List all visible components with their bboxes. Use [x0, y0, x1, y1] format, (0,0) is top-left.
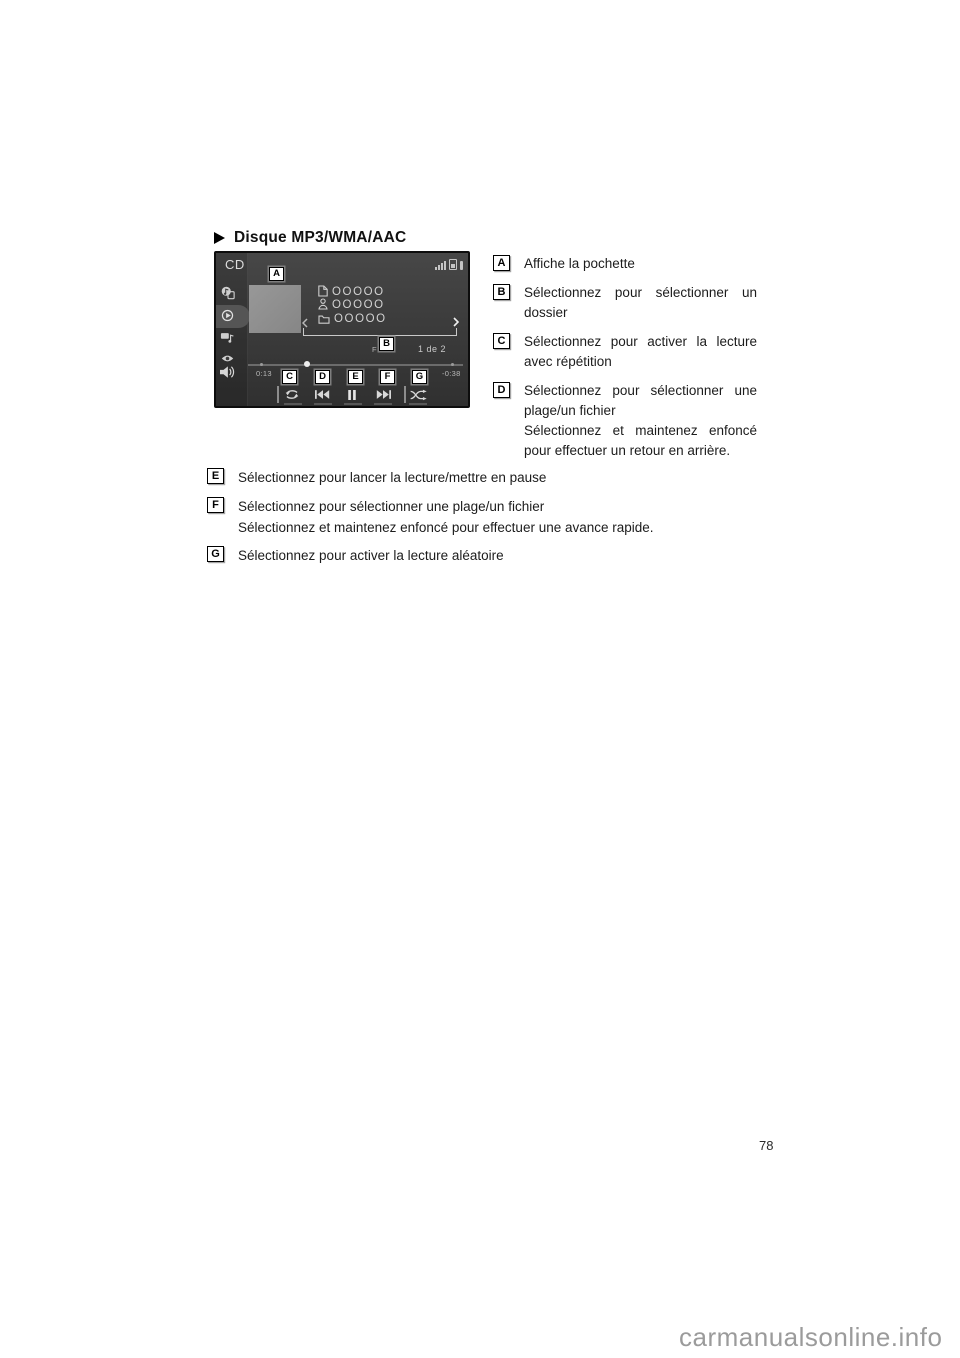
- status-icons: [435, 260, 463, 270]
- head-unit-screenshot: [214, 251, 470, 408]
- control-separator-right: [404, 386, 406, 403]
- folder-icon: [318, 311, 330, 329]
- section-marker-icon: [214, 232, 225, 244]
- control-separator-left: [277, 386, 279, 403]
- legend-text: Sélectionnez pour sélectionner une: [524, 383, 757, 398]
- shuffle-icon: [410, 388, 427, 401]
- track-position: 1 de 2: [418, 344, 447, 354]
- legend-text: Sélectionnez et maintenez enfoncé: [524, 423, 757, 438]
- control-reflection: [314, 403, 332, 405]
- battery-icon: [449, 259, 457, 270]
- legend-label-c: C: [493, 333, 510, 349]
- legend-text: Sélectionnez pour activer la lecture aléatoire: [238, 548, 504, 563]
- legend-text: Sélectionnez pour activer la lecture: [524, 334, 757, 349]
- legend-item-b: [493, 283, 757, 323]
- control-reflection: [284, 403, 302, 405]
- folder-select-bracket: [303, 328, 457, 336]
- artist-placeholder: OOOOO: [332, 298, 385, 312]
- legend-item-d: [493, 381, 757, 461]
- control-reflection: [409, 403, 427, 405]
- previous-track-icon: [314, 388, 330, 401]
- progress-knob: [304, 361, 310, 367]
- callout-a: A: [269, 267, 284, 281]
- legend-text: dossier: [524, 305, 568, 320]
- legend-label-g: G: [207, 546, 224, 562]
- progress-track: [248, 364, 463, 366]
- legend-label-d: D: [493, 382, 510, 398]
- next-track-icon: [376, 388, 392, 401]
- callout-f: F: [380, 370, 395, 384]
- pause-icon: [347, 388, 357, 401]
- legend-text: pour effectuer un retour en arrière.: [524, 443, 731, 458]
- callout-b: B: [379, 337, 394, 351]
- control-reflection: [374, 403, 392, 405]
- signal-bars-icon: [435, 261, 446, 270]
- folder-placeholder: OOOOO: [334, 312, 387, 326]
- control-reflection: [344, 403, 362, 405]
- legend-item-g: [207, 545, 504, 566]
- legend-text: Sélectionnez et maintenez enfoncé pour effectuer une avance rapide.: [238, 520, 654, 535]
- speaker-icon: [219, 365, 235, 384]
- track-title-placeholder: OOOOO: [332, 285, 385, 299]
- legend-item-f: [207, 496, 654, 538]
- play-circle-icon: [221, 309, 234, 327]
- repeat-icon: [284, 388, 300, 401]
- elapsed-time: 0:13: [256, 369, 272, 378]
- legend-label-b: B: [493, 284, 510, 300]
- legend-text: Sélectionnez pour lancer la lecture/mettre en pause: [238, 470, 547, 485]
- watermark: carmanualsonline.info: [679, 1322, 943, 1352]
- legend-text: avec répétition: [524, 354, 612, 369]
- legend-item-a: [493, 254, 757, 274]
- section-heading: [214, 229, 406, 247]
- legend-text: Affiche la pochette: [524, 256, 635, 271]
- callout-c: C: [282, 370, 297, 384]
- callout-d: D: [315, 370, 330, 384]
- folder-row: [318, 313, 387, 326]
- audio-source-icon: [221, 286, 235, 305]
- callout-e: E: [348, 370, 363, 384]
- now-playing-icon: [220, 330, 235, 349]
- track-title-row: [318, 286, 385, 299]
- section-title: Disque MP3/WMA/AAC: [234, 229, 407, 246]
- album-art-placeholder: [249, 285, 301, 333]
- partial-text: F: [372, 345, 377, 354]
- legend-label-f: F: [207, 497, 224, 513]
- progress-dot-right: [451, 363, 454, 366]
- legend-text: Sélectionnez pour sélectionner une plage/un fichier: [238, 499, 545, 514]
- legend-item-e: [207, 467, 546, 488]
- legend-item-c: [493, 332, 757, 372]
- remaining-time: -0:38: [442, 369, 461, 378]
- battery-indicator-icon: [460, 261, 463, 270]
- legend-text: Sélectionnez pour sélectionner un: [524, 285, 757, 300]
- callout-g: G: [412, 370, 427, 384]
- legend-label-e: E: [207, 468, 224, 484]
- legend-text: plage/un fichier: [524, 403, 616, 418]
- page-number: 78: [759, 1138, 774, 1153]
- progress-dot-left: [260, 363, 263, 366]
- legend-label-a: A: [493, 255, 510, 271]
- source-label: CD: [225, 257, 245, 272]
